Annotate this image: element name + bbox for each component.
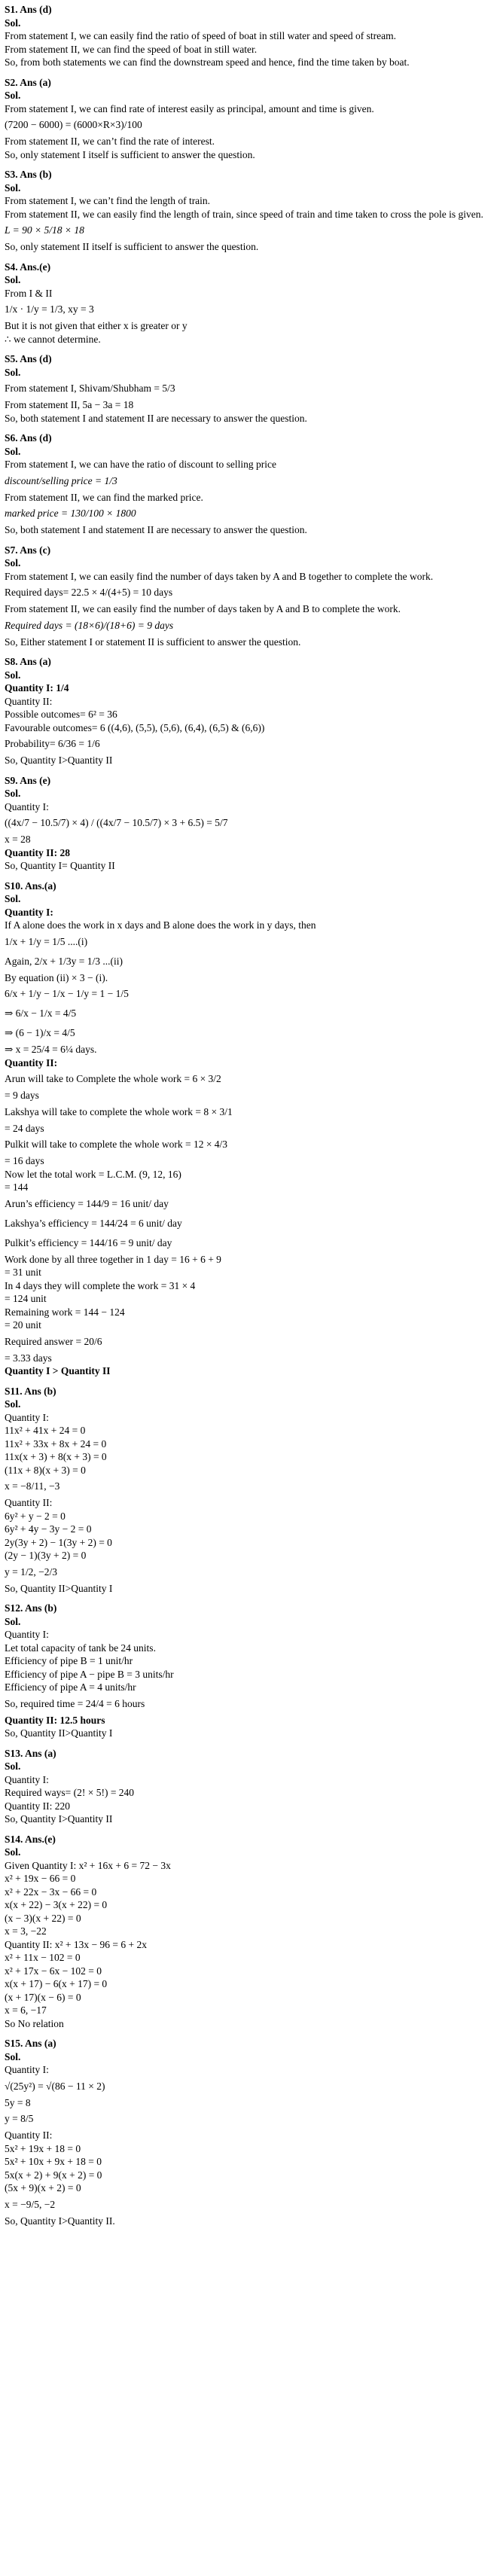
solution-line: 11x² + 41x + 24 = 0 <box>5 1425 86 1436</box>
sol-label: Sol. <box>5 17 21 29</box>
solution-line: (x + 17)(x − 6) = 0 <box>5 1991 81 2003</box>
solution-line: Probability= 6/36 = 1/6 <box>5 738 100 749</box>
solution-line: = 144 <box>5 1181 29 1193</box>
solution-line: x = 6, −17 <box>5 2004 47 2016</box>
solution-line: From statement I, we can easily find the number of days taken by A and B together to complete the work. <box>5 570 434 582</box>
solution-line: So, Quantity I>Quantity II. <box>5 2215 115 2227</box>
solution-line: Quantity I: 1/4 <box>5 682 69 694</box>
solution-line: Pulkit will take to complete the whole work = 12 × 4/3 <box>5 1139 228 1150</box>
solution-line: y = 1/2, −2/3 <box>5 1565 57 1578</box>
solution-line: From statement II, we can find the marked price. <box>5 491 203 503</box>
solution-line: From statement II, we can find the speed of boat in still water. <box>5 43 258 55</box>
solution-line: Quantity II: <box>5 2129 53 2141</box>
solution-heading: S6. Ans (d) <box>5 432 52 444</box>
solution-line: x(x + 17) − 6(x + 17) = 0 <box>5 1978 108 1989</box>
solution-line: x(x + 22) − 3(x + 22) = 0 <box>5 1899 108 1910</box>
solution-line: 6y² + y − 2 = 0 <box>5 1510 66 1522</box>
solution-line: 11x² + 33x + 8x + 24 = 0 <box>5 1437 107 1450</box>
solution-line: Lakshya’s efficiency = 144/24 = 6 unit/ day <box>5 1217 182 1229</box>
sol-label: Sol. <box>5 1761 21 1772</box>
solution-section <box>5 655 495 767</box>
solution-line: x² + 11x − 102 = 0 <box>5 1952 81 1963</box>
solution-line: 6/x + 1/y − 1/x − 1/y = 1 − 1/5 <box>5 988 129 999</box>
solution-line: So, both statement I and statement II are necessary to answer the question. <box>5 412 307 424</box>
solution-line: In 4 days they will complete the work = 31 × 4 <box>5 1279 196 1291</box>
sol-label: Sol. <box>5 557 21 569</box>
solution-line: ∴ we cannot determine. <box>5 333 101 345</box>
solution-heading: S1. Ans (d) <box>5 4 52 15</box>
solution-line: Quantity II: 12.5 hours <box>5 1714 105 1726</box>
solution-line: So, required time = 24/4 = 6 hours <box>5 1697 145 1709</box>
solution-line: (11x + 8)(x + 3) = 0 <box>5 1464 86 1476</box>
sol-label: Sol. <box>5 2050 21 2062</box>
solution-line: Again, 2/x + 1/3y = 1/3 ...(ii) <box>5 955 123 967</box>
solution-section <box>5 261 495 346</box>
solution-line: Quantity II: <box>5 1056 58 1069</box>
solution-heading: S11. Ans (b) <box>5 1385 56 1397</box>
solution-section <box>5 76 495 162</box>
solution-line: = 31 unit <box>5 1267 41 1278</box>
solution-heading: S12. Ans (b) <box>5 1602 57 1614</box>
solution-line: x = 28 <box>5 834 31 845</box>
solution-line: Remaining work = 144 − 124 <box>5 1306 125 1318</box>
solution-line: 5y = 8 <box>5 2096 31 2108</box>
solution-section <box>5 774 495 873</box>
solution-heading: S4. Ans.(e) <box>5 261 51 273</box>
solution-section <box>5 1602 495 1740</box>
solution-section <box>5 544 495 649</box>
solution-line: ⇒ x = 25/4 = 6¼ days. <box>5 1044 97 1055</box>
solution-line: Efficiency of pipe A − pipe B = 3 units/hr <box>5 1668 174 1680</box>
solution-line: Required days = (18×6)/(18+6) = 9 days <box>5 619 174 631</box>
solution-line: Required answer = 20/6 <box>5 1335 102 1347</box>
solution-line: 5x² + 19x + 18 = 0 <box>5 2142 81 2154</box>
solution-heading: S2. Ans (a) <box>5 76 51 88</box>
solution-line: x = 3, −22 <box>5 1925 47 1937</box>
sol-label: Sol. <box>5 893 21 904</box>
solution-line: Arun will take to Complete the whole work = 6 × 3/2 <box>5 1073 221 1084</box>
solution-line: So, Quantity I>Quantity II <box>5 755 113 766</box>
solution-line: So, only statement II itself is sufficient to answer the question. <box>5 241 259 252</box>
solution-heading: S8. Ans (a) <box>5 656 51 667</box>
solution-line: Quantity I: <box>5 2064 49 2075</box>
solution-line: From statement I, Shivam/Shubham = 5/3 <box>5 383 175 394</box>
solution-line: 5x² + 10x + 9x + 18 = 0 <box>5 2156 102 2167</box>
solution-line: Efficiency of pipe A = 4 units/hr <box>5 1681 136 1693</box>
sol-label: Sol. <box>5 1846 21 1858</box>
solution-line: So, Quantity I>Quantity II <box>5 1813 113 1825</box>
solution-line: (5x + 9)(x + 2) = 0 <box>5 2182 81 2193</box>
solution-section <box>5 2037 495 2227</box>
solution-line: Quantity II: <box>5 1497 53 1508</box>
solution-line: = 9 days <box>5 1090 39 1101</box>
solution-line: So, Quantity II>Quantity I <box>5 1727 113 1739</box>
solution-line: 1/x · 1/y = 1/3, xy = 3 <box>5 303 94 315</box>
solution-line: Now let the total work = L.C.M. (9, 12, 16) <box>5 1168 181 1180</box>
solution-line: So, Quantity I= Quantity II <box>5 860 115 871</box>
solution-line: Let total capacity of tank be 24 units. <box>5 1642 156 1654</box>
solution-line: Lakshya will take to complete the whole work = 8 × 3/1 <box>5 1105 233 1117</box>
solution-line: Quantity II: x² + 13x − 96 = 6 + 2x <box>5 1938 147 1950</box>
solution-line: From statement I, we can easily find the ratio of speed of boat in still water and speed of stream. <box>5 30 396 41</box>
solution-line: From I & II <box>5 287 53 299</box>
solution-line: Quantity I: <box>5 1773 49 1785</box>
solution-line: From statement II, we can easily find the number of days taken by A and B to complete the work. <box>5 603 401 614</box>
solution-heading: S3. Ans (b) <box>5 169 52 180</box>
solution-line: 11x(x + 3) + 8(x + 3) = 0 <box>5 1451 107 1462</box>
solution-line: √(25y²) = √(86 − 11 × 2) <box>5 2080 105 2092</box>
solution-section <box>5 352 495 425</box>
solution-line: x² + 19x − 66 = 0 <box>5 1873 76 1884</box>
solution-line: x² + 17x − 6x − 102 = 0 <box>5 1965 102 1977</box>
sol-label: Sol. <box>5 669 21 681</box>
solution-line: So No relation <box>5 2017 64 2029</box>
solution-heading: S5. Ans (d) <box>5 353 52 364</box>
solution-line: x = −9/5, −2 <box>5 2198 56 2210</box>
solution-line: 1/x + 1/y = 1/5 ....(i) <box>5 935 88 947</box>
solution-line: Quantity I > Quantity II <box>5 1365 111 1376</box>
solution-line: So, from both statements we can find the downstream speed and hence, find the time taken by boat. <box>5 56 410 68</box>
solution-section <box>5 1385 495 1596</box>
solution-line: = 16 days <box>5 1155 44 1166</box>
solution-line: = 20 unit <box>5 1319 41 1331</box>
solution-line: If A alone does the work in x days and B alone does the work in y days, then <box>5 919 316 931</box>
solution-line: Required days= 22.5 × 4/(4+5) = 10 days <box>5 587 173 598</box>
solution-line: Efficiency of pipe B = 1 unit/hr <box>5 1655 133 1666</box>
solution-line: Favourable outcomes= 6 ((4,6), (5,5), (5,6), (6,4), (6,5) & (6,6)) <box>5 721 265 733</box>
solution-line: From statement II, we can’t find the rate of interest. <box>5 136 215 147</box>
solution-heading: S13. Ans (a) <box>5 1747 56 1759</box>
solution-heading: S7. Ans (c) <box>5 544 51 556</box>
solution-line: Quantity I: <box>5 1629 49 1640</box>
solution-line: 6y² + 4y − 3y − 2 = 0 <box>5 1523 92 1535</box>
solution-line: Quantity II: <box>5 695 53 707</box>
solution-line: = 124 unit <box>5 1293 47 1304</box>
solution-heading: S10. Ans.(a) <box>5 879 56 892</box>
sol-label: Sol. <box>5 366 21 378</box>
solution-line: Quantity II: 220 <box>5 1800 70 1812</box>
solution-line: (x − 3)(x + 22) = 0 <box>5 1912 81 1924</box>
solution-line: Quantity II: 28 <box>5 846 71 858</box>
solution-line: So, Either statement I or statement II is sufficient to answer the question. <box>5 636 301 648</box>
solution-line: = 3.33 days <box>5 1352 52 1364</box>
solution-line: But it is not given that either x is greater or y <box>5 320 188 331</box>
solution-line: discount/selling price = 1/3 <box>5 474 117 486</box>
solution-line: From statement II, 5a − 3a = 18 <box>5 399 134 410</box>
solution-section <box>5 879 495 1378</box>
sol-label: Sol. <box>5 1615 21 1627</box>
solution-line: Required ways= (2! × 5!) = 240 <box>5 1787 135 1798</box>
solution-line: Pulkit’s efficiency = 144/16 = 9 unit/ day <box>5 1236 172 1248</box>
solution-line: So, Quantity II>Quantity I <box>5 1582 113 1594</box>
solution-line: (7200 − 6000) = (6000×R×3)/100 <box>5 119 142 130</box>
solution-line: So, only statement I itself is sufficient to answer the question. <box>5 148 255 160</box>
solution-line: Given Quantity I: x² + 16x + 6 = 72 − 3x <box>5 1859 171 1871</box>
solution-line: L = 90 × 5/18 × 18 <box>5 224 84 236</box>
sol-label: Sol. <box>5 181 21 194</box>
solution-heading: S9. Ans (e) <box>5 774 51 786</box>
solution-line: marked price = 130/100 × 1800 <box>5 508 136 519</box>
solution-heading: S14. Ans.(e) <box>5 1833 56 1845</box>
solution-line: Work done by all three together in 1 day = 16 + 6 + 9 <box>5 1253 221 1265</box>
sol-label: Sol. <box>5 90 21 101</box>
solution-line: (2y − 1)(3y + 2) = 0 <box>5 1550 87 1561</box>
solution-line: From statement I, we can have the ratio of discount to selling price <box>5 459 277 470</box>
solution-line: y = 8/5 <box>5 2113 34 2124</box>
solution-line: By equation (ii) × 3 − (i). <box>5 971 108 983</box>
sol-label: Sol. <box>5 445 21 457</box>
solution-line: 2y(3y + 2) − 1(3y + 2) = 0 <box>5 1536 112 1548</box>
solution-line: Quantity I: <box>5 906 53 918</box>
solution-line: Arun’s efficiency = 144/9 = 16 unit/ day <box>5 1197 169 1209</box>
solution-line: From statement I, we can find rate of interest easily as principal, amount and time is given. <box>5 102 374 114</box>
sol-label: Sol. <box>5 788 21 799</box>
solution-line: x = −8/11, −3 <box>5 1480 60 1492</box>
solution-line: ⇒ 6/x − 1/x = 4/5 <box>5 1008 77 1019</box>
solution-section <box>5 168 495 254</box>
solution-line: Quantity I: <box>5 800 49 812</box>
solution-line: Quantity I: <box>5 1411 49 1423</box>
solution-section <box>5 3 495 69</box>
solution-line: 5x(x + 2) + 9(x + 2) = 0 <box>5 2169 102 2181</box>
solution-line: From statement I, we can’t find the length of train. <box>5 195 211 206</box>
solution-heading: S15. Ans (a) <box>5 2038 56 2049</box>
solution-section <box>5 1747 495 1826</box>
sol-label: Sol. <box>5 274 21 285</box>
solution-line: x² + 22x − 3x − 66 = 0 <box>5 1886 97 1898</box>
solution-line: So, both statement I and statement II are necessary to answer the question. <box>5 524 307 535</box>
sol-label: Sol. <box>5 1398 21 1410</box>
solution-line: = 24 days <box>5 1122 44 1134</box>
solution-section <box>5 1833 495 2031</box>
solution-line: ⇒ (6 − 1)/x = 4/5 <box>5 1027 75 1038</box>
solution-section <box>5 431 495 537</box>
solution-line: From statement II, we can easily find the length of train, since speed of train and time taken to cross the pole is given. <box>5 208 483 220</box>
solution-line: ((4x/7 − 10.5/7) × 4) / ((4x/7 − 10.5/7) × 3 + 6.5) = 5/7 <box>5 817 228 828</box>
solution-line: Possible outcomes= 6² = 36 <box>5 709 117 720</box>
